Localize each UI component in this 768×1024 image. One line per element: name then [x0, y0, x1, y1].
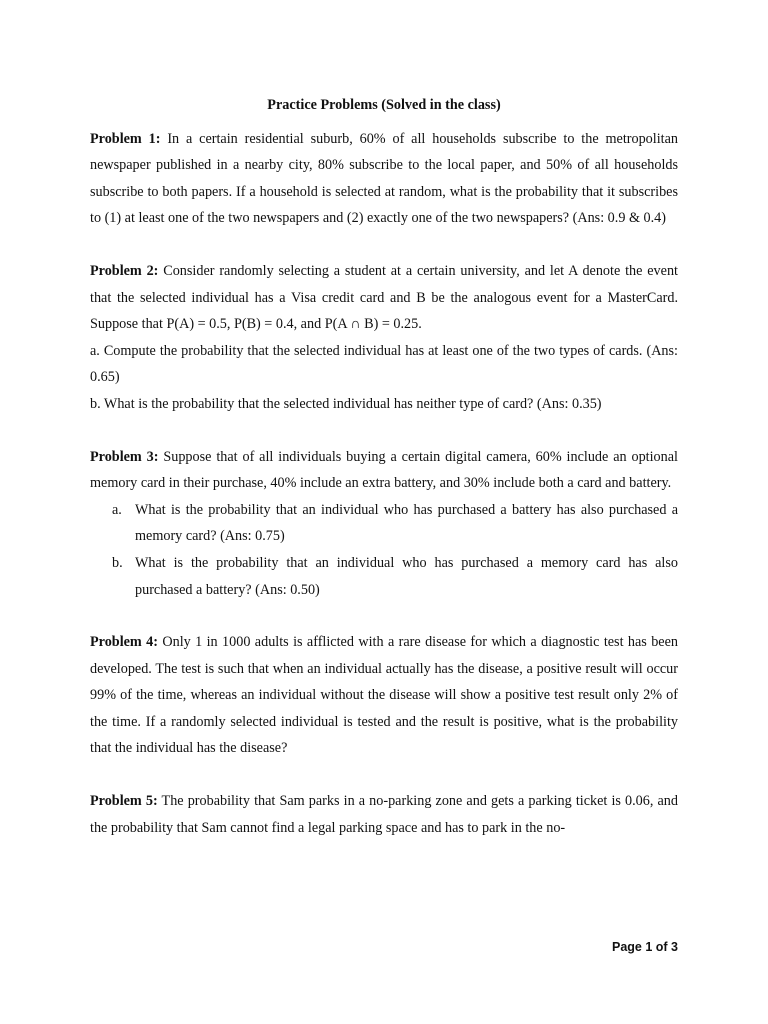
problem-2	[90, 258, 678, 418]
problem-intro	[90, 444, 678, 497]
problem-text: Consider randomly selecting a student at a certain university, and let A denote the event that the selected individual has a Visa credit card and B be the analogous event for a MasterCard. Suppose that P(A) = 0.5, P(B) = 0.4, and P(A ∩ B) = 0.25.	[90, 262, 678, 333]
problem-label: Problem 4:	[90, 634, 158, 651]
list-item-text: What is the probability that an individual who has purchased a memory card has also purchased a battery? (Ans: 0.50)	[135, 554, 678, 598]
problem-label: Problem 3:	[90, 448, 159, 465]
sub-question-list	[90, 497, 678, 603]
page-title: Practice Problems (Solved in the class)	[267, 97, 501, 113]
problem-part-b: b. What is the probability that the selected individual has neither type of card? (Ans: 0.35)	[90, 395, 602, 412]
list-item	[90, 550, 678, 603]
page-number: Page 1 of 3	[612, 940, 678, 954]
problem-text: The probability that Sam parks in a no-parking zone and gets a parking ticket is 0.06, and the probability that Sam cannot find a legal parking space and has to park in the no-	[90, 793, 678, 836]
problem-label: Problem 2:	[90, 262, 159, 279]
problem-label: Problem 5:	[90, 793, 158, 810]
problem-text: In a certain residential suburb, 60% of all households subscribe to the metropolitan newspaper published in a nearby city, 80% subscribe to the local paper, and 50% of all households subscribe to both papers. If a household is selected at random, what is the probability that it subscribes to (1) at least one of the two newspapers and (2) exactly one of the two newspapers? (Ans: 0.9 & 0.4)	[90, 130, 678, 227]
list-item	[90, 497, 678, 550]
problem-part-a: a. Compute the probability that the selected individual has at least one of the two types of cards. (Ans: 0.65)	[90, 342, 678, 386]
list-marker: a.	[112, 501, 122, 518]
list-marker: b.	[112, 554, 123, 571]
problem-4	[90, 629, 678, 762]
problem-intro	[90, 258, 678, 338]
problem-3	[90, 444, 678, 604]
problem-text: Only 1 in 1000 adults is afflicted with a rare disease for which a diagnostic test has been developed. The test is such that when an individual actually has the disease, a positive result will occur 99% of the time, whereas an individual without the disease will show a positive test result only 2% of the time. If a randomly selected individual is tested and the result is positive, what is the probability that the individual has the disease?	[90, 634, 678, 757]
problem-label: Problem 1:	[90, 130, 161, 147]
problem-text: Suppose that of all individuals buying a certain digital camera, 60% include an optional memory card in their purchase, 40% include an extra battery, and 30% include both a card and battery.	[90, 448, 678, 492]
document-page	[90, 92, 678, 867]
list-item-text: What is the probability that an individual who has purchased a battery has also purchased a memory card? (Ans: 0.75)	[135, 501, 678, 545]
problem-5	[90, 788, 678, 841]
problem-1	[90, 126, 678, 232]
